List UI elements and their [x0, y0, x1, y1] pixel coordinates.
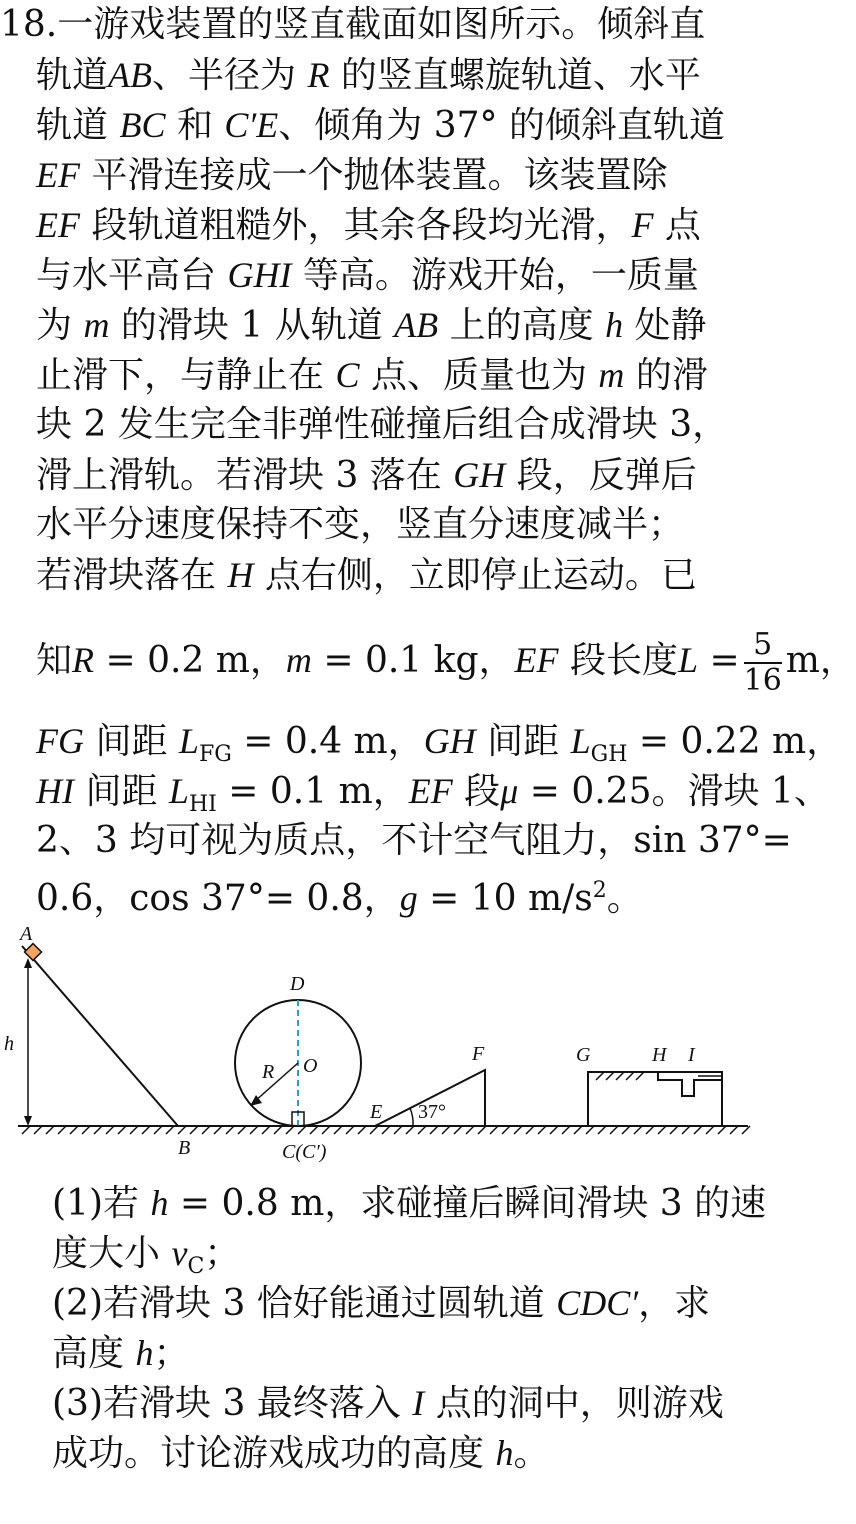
label-b: B: [178, 1137, 191, 1159]
apparatus-diagram: [0, 918, 777, 1168]
problem-line-11: 水平分速度保持不变，竖直分速度减半；: [36, 504, 685, 545]
angle-arc: [410, 1108, 413, 1126]
platform-hatching: [596, 1072, 644, 1080]
problem-line-16: 2、3 均可视为质点，不计空气阻力，sin 37°=: [36, 820, 792, 861]
label-g: G: [576, 1044, 591, 1066]
problem-line-12: 若滑块落在 H 点右侧，立即停止运动。已: [36, 555, 697, 596]
problem-line-7: 为 m 的滑块 1 从轨道 AB 上的高度 h 处静: [36, 305, 707, 346]
question-1: (1)若 h = 0.8 m，求碰撞后瞬间滑块 3 的速: [52, 1183, 767, 1224]
ground-hatching: [22, 1126, 750, 1134]
label-c: C(C′): [282, 1141, 327, 1163]
problem-line-15: HI 间距 $L_{HI} = 0.1$ m，EF 段μ = 0.25。滑块 1、: [36, 771, 830, 818]
label-a: A: [20, 923, 33, 945]
label-h-point: H: [652, 1044, 667, 1066]
slider-block: [25, 944, 42, 961]
label-h: h: [4, 1033, 14, 1055]
problem-line-2: 轨道AB、半径为 R 的竖直螺旋轨道、水平: [36, 55, 701, 96]
problem-line-1: 18.一游戏装置的竖直截面如图所示。倾斜直: [0, 4, 706, 45]
problem-line-17: 0.6，cos 37°= 0.8，g = 10 $m/s^2$。: [36, 878, 643, 919]
problem-line-5: EF 段轨道粗糙外，其余各段均光滑，F 点: [36, 205, 701, 246]
height-arrow-bottom: [24, 1116, 32, 1126]
problem-line-13: 知R = 0.2 m，m = 0.1 kg，EF 段长度L = $\frac{5}{16}$ m，: [36, 627, 856, 698]
question-2: (2)若滑块 3 恰好能通过圆轨道 CDC′，求: [52, 1283, 711, 1324]
problem-line-4: EF 平滑连接成一个抛体装置。该装置除: [36, 155, 668, 196]
question-2-cont: 高度 h；: [52, 1333, 190, 1374]
radius-line: [254, 1063, 298, 1102]
incline-ab: [22, 946, 178, 1126]
question-1-cont: 度大小 $v_C$；: [52, 1233, 241, 1280]
height-arrow-top: [24, 958, 32, 968]
fraction-5-16: $\frac{5}{16}$: [743, 627, 782, 698]
label-o: O: [303, 1055, 318, 1077]
problem-line-8: 止滑下，与静止在 C 点、质量也为 m 的滑: [36, 355, 708, 396]
problem-line-6: 与水平高台 GHI 等高。游戏开始，一质量: [36, 255, 699, 296]
label-f: F: [472, 1043, 485, 1065]
problem-line-9: 块 2 发生完全非弹性碰撞后组合成滑块 3，: [36, 404, 729, 445]
label-e: E: [370, 1101, 383, 1123]
problem-line-14: FG 间距 $L_{FG} = 0.4$ m，GH 间距 $L_{GH} = 0.22$ m，: [36, 721, 843, 768]
problem-line-3: 轨道 BC 和 C′E、倾角为 37° 的倾斜直轨道: [36, 105, 725, 146]
question-3: (3)若滑块 3 最终落入 I 点的洞中，则游戏: [52, 1383, 724, 1424]
label-r: R: [262, 1061, 275, 1083]
question-3-cont: 成功。讨论游戏成功的高度 h。: [52, 1433, 550, 1474]
label-angle: 37°: [418, 1101, 446, 1123]
label-i: I: [688, 1044, 695, 1066]
label-d: D: [290, 973, 305, 995]
problem-line-10: 滑上滑轨。若滑块 3 落在 GH 段，反弹后: [36, 455, 697, 496]
